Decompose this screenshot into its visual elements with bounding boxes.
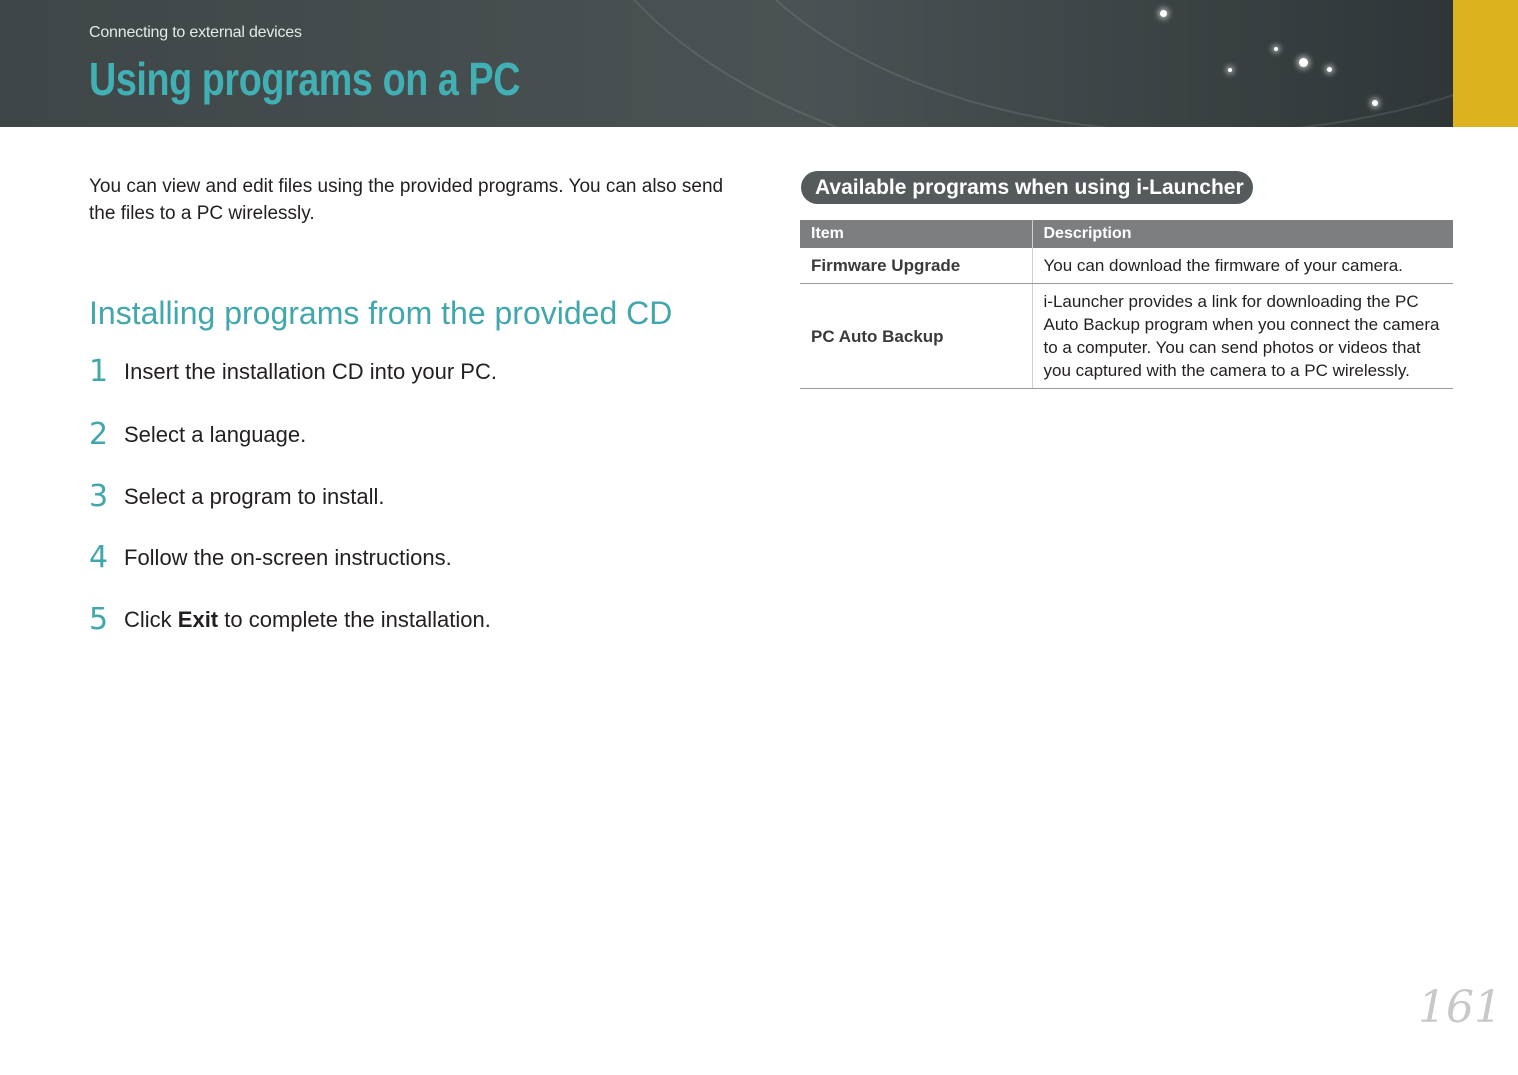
step-number: 1 xyxy=(89,354,109,389)
install-heading: Installing programs from the provided CD xyxy=(89,295,673,331)
step-number: 3 xyxy=(89,479,109,514)
table-header-row xyxy=(800,220,1453,248)
step-item xyxy=(89,477,384,517)
step-item xyxy=(89,600,491,640)
step-text-post: to complete the installation. xyxy=(218,607,491,632)
column-header-item: Item xyxy=(800,220,1032,248)
column-header-description: Description xyxy=(1032,220,1453,248)
step-text-pre: Click xyxy=(124,607,178,632)
intro-paragraph: You can view and edit files using the provided programs. You can also send the files to a PC wirelessly. xyxy=(89,176,724,224)
description-cell: You can download the firmware of your camera. xyxy=(1032,248,1453,284)
step-text: Follow the on-screen instructions. xyxy=(124,545,452,570)
step-number: 5 xyxy=(89,602,109,637)
section-label: Connecting to external devices xyxy=(89,24,302,41)
step-text: Select a program to install. xyxy=(124,484,385,509)
step-number: 2 xyxy=(89,417,109,452)
step-item xyxy=(89,538,452,578)
step-number: 4 xyxy=(89,540,109,575)
sparkle-decoration xyxy=(1228,68,1232,72)
sparkle-decoration xyxy=(1160,10,1167,17)
table-row xyxy=(800,248,1453,284)
sparkle-decoration xyxy=(1372,100,1378,106)
exit-button-label: Exit xyxy=(177,607,219,632)
sparkle-decoration xyxy=(1274,47,1278,51)
sparkle-decoration xyxy=(1327,67,1332,72)
sparkle-decoration xyxy=(1299,58,1308,67)
description-cell: i-Launcher provides a link for downloading the PC Auto Backup program when you connect the camera to a computer. You can send photos or videos that you captured with the camera to a PC wirelessly. xyxy=(1032,284,1453,389)
step-text: Insert the installation CD into your PC. xyxy=(124,359,497,384)
programs-table xyxy=(800,220,1453,389)
item-cell: Firmware Upgrade xyxy=(800,248,1032,284)
programs-heading-badge: Available programs when using i-Launcher xyxy=(801,171,1253,204)
step-text: Select a language. xyxy=(124,422,307,447)
chapter-tab xyxy=(1453,0,1518,127)
header-banner xyxy=(0,0,1453,127)
table-row xyxy=(800,284,1453,389)
step-item xyxy=(89,415,306,455)
page-title: Using programs on a PC xyxy=(89,53,521,105)
step-item xyxy=(89,352,497,392)
page-number: 161 xyxy=(1418,982,1502,1033)
step-text xyxy=(124,607,491,633)
item-cell: PC Auto Backup xyxy=(800,284,1032,389)
